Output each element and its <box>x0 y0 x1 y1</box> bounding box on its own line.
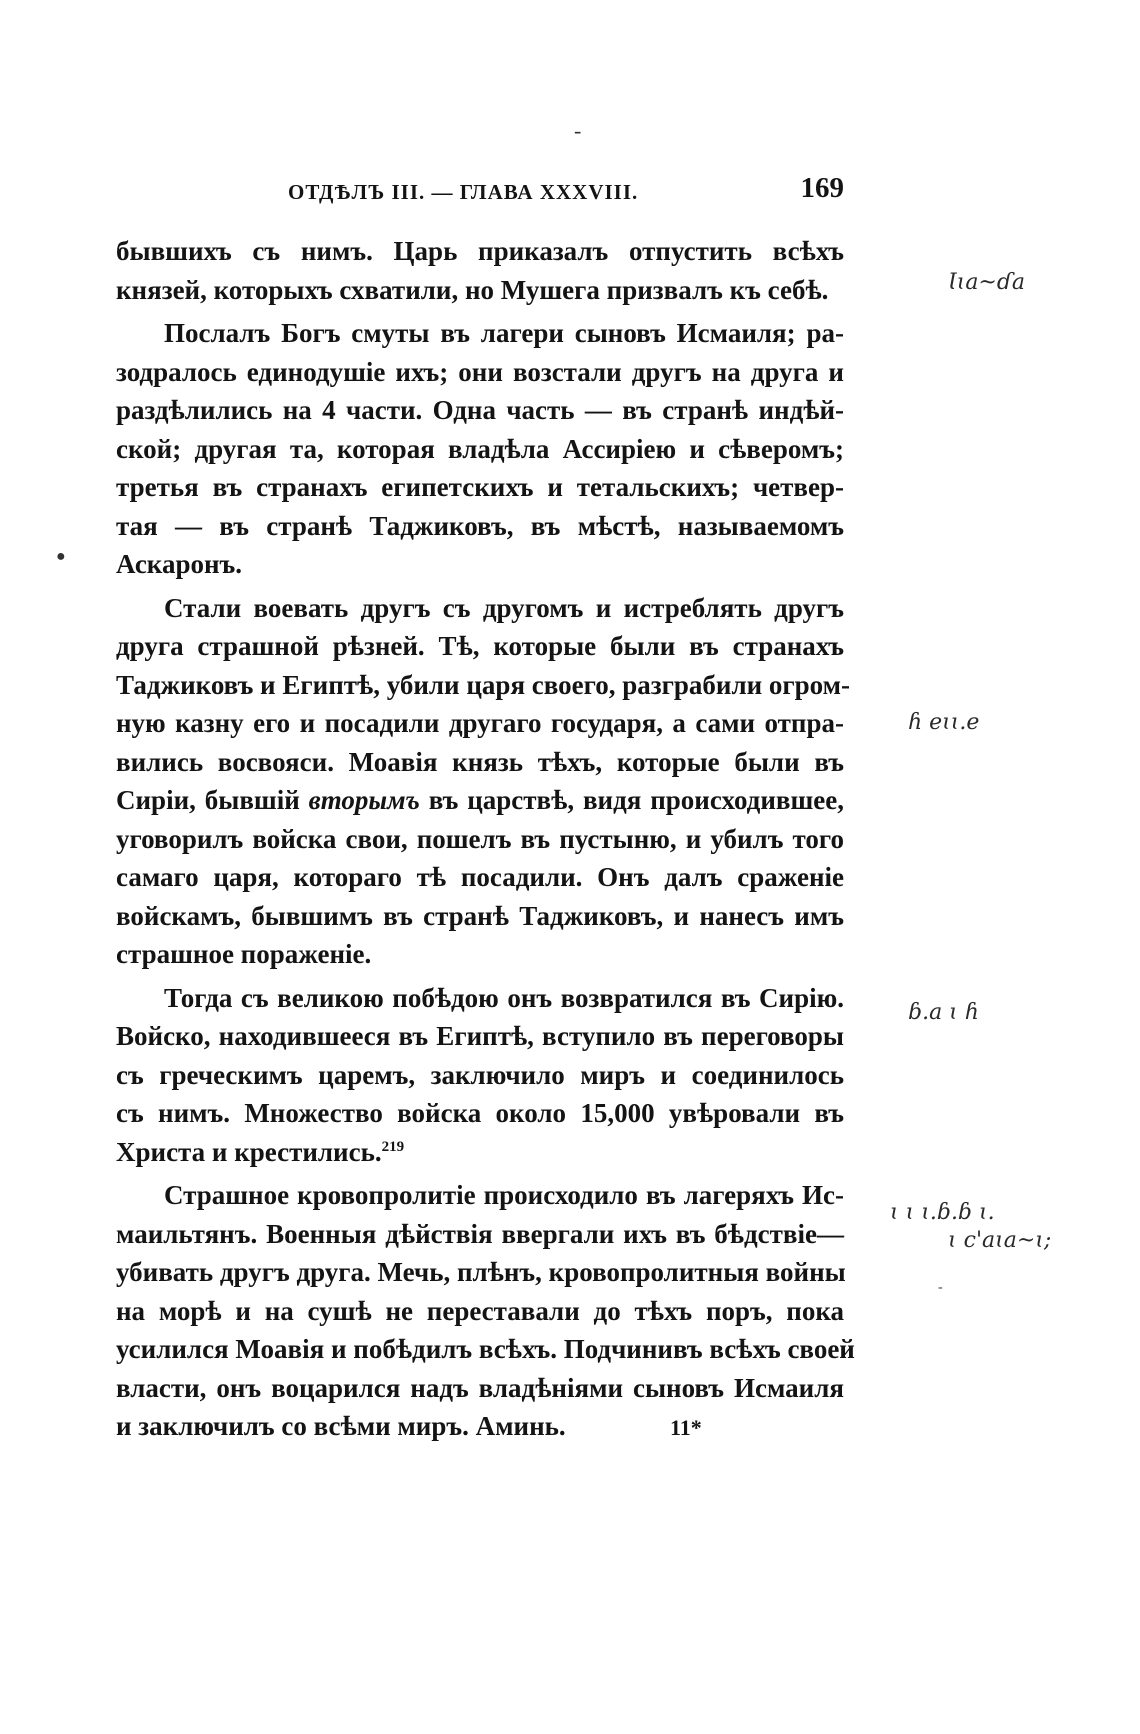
text-line: убивать другъ друга. Мечь, плѣнъ, кровопролитныя войны <box>116 1257 846 1287</box>
text-line: и заключилъ со всѣми миръ. Аминь. <box>116 1411 566 1441</box>
paragraph-2 <box>116 314 844 584</box>
text-line: тая — въ странѣ Таджиковъ, въ мѣстѣ, называемомъ <box>116 510 844 541</box>
text-line-with-emphasis <box>116 781 844 820</box>
text-line: страшное пораженіе. <box>116 939 372 969</box>
text-line: уговорилъ войска свои, пошелъ въ пустыню, и убилъ того <box>116 823 844 854</box>
signature-mark: 11* <box>670 1415 702 1440</box>
page-header <box>118 172 844 212</box>
margin-note-4a: ɩ ɩ ɩ.ɓ.ɓ ɩ. <box>890 1200 995 1225</box>
emphasis-word: вторымъ <box>308 785 420 815</box>
text-line: третья въ странахъ египетскихъ и тетальскихъ; четвер- <box>116 472 844 502</box>
text-line: ную казну его и посадили другаго государя, а сами отпра- <box>116 708 844 738</box>
text-line: Тогда съ великою побѣдою онъ возвратился въ Сирію. <box>164 982 844 1013</box>
text-line: раздѣлились на 4 части. Одна часть — въ странѣ индѣй- <box>116 395 844 425</box>
text-line: зодралось единодушіе ихъ; они возстали другъ на друга и <box>116 356 844 387</box>
text-line: маильтянъ. Военныя дѣйствія ввергали ихъ въ бѣдствіе— <box>116 1218 844 1249</box>
stray-mark: - <box>574 118 582 143</box>
text-line: съ греческимъ царемъ, заключило миръ и соединилось <box>116 1059 844 1090</box>
margin-note-3: ɓ.a ɩ ɦ <box>908 1000 979 1025</box>
text-line: съ нимъ. Множество войска около 15,000 увѣровали въ <box>116 1098 844 1128</box>
paragraph-4 <box>116 979 844 1172</box>
paragraph-3 <box>116 589 851 974</box>
page-number: 169 <box>800 172 844 204</box>
text-line: Аскаронъ. <box>116 549 243 579</box>
line-part: въ царствѣ, видя происходившее, <box>419 785 844 815</box>
stray-mark: - <box>938 1280 943 1295</box>
text-line: князей, которыхъ схватили, но Мушега призвалъ къ себѣ. <box>116 274 829 305</box>
text-line: власти, онъ воцарился надъ владѣніями сыновъ Исмаиля <box>116 1372 844 1403</box>
text-line: вились восвояси. Моавія князь тѣхъ, которые были въ <box>116 746 844 777</box>
body-text <box>116 232 855 1451</box>
paragraph-5 <box>116 1176 855 1446</box>
text-line: Стали воевать другъ съ другомъ и истреблять другъ <box>164 592 844 623</box>
text-line: войскамъ, бывшимъ въ странѣ Таджиковъ, и нанесъ имъ <box>116 900 844 931</box>
text-line: Войско, находившееся въ Египтѣ, вступило въ переговоры <box>116 1021 844 1051</box>
paragraph-1 <box>116 232 844 309</box>
text-line: самаго царя, котораго тѣ посадили. Онъ далъ сраженіе <box>116 862 844 892</box>
text-line: бывшихъ съ нимъ. Царь приказалъ отпустить всѣхъ <box>116 236 844 266</box>
text-line: ской; другая та, которая владѣла Ассиріею и сѣверомъ; <box>116 433 844 464</box>
footnote-ref: 219 <box>381 1138 405 1155</box>
text-line: друга страшной рѣзней. Тѣ, которые были въ странахъ <box>116 631 844 661</box>
text-line: Таджиковъ и Египтѣ, убили царя своего, разграбили огром- <box>116 669 851 700</box>
text-line: Послалъ Богъ смуты въ лагери сыновъ Исмаиля; ра- <box>164 318 844 348</box>
text-line: Страшное кровопролитіе происходило въ лагеряхъ Ис- <box>164 1180 844 1210</box>
text-line-with-footnote <box>116 1133 844 1172</box>
stray-dot-mark: ● <box>56 548 66 565</box>
line-part: Христа и крестились. <box>116 1136 382 1167</box>
text-line: усилился Моавія и побѣдилъ всѣхъ. Подчинивъ всѣхъ своей <box>116 1334 855 1364</box>
margin-note-1: Ɩɩa~ɗa <box>948 270 1025 295</box>
margin-note-2: ɦ eɩɩ.e <box>908 710 980 735</box>
margin-note-4b: ɩ c'aɩa~ɩ; <box>948 1228 1052 1253</box>
text-line: на морѣ и на сушѣ не переставали до тѣхъ поръ, пока <box>116 1295 844 1326</box>
running-head: ОТДѢЛЪ III. — ГЛАВА XXXVIII. <box>288 180 639 204</box>
line-part: Сиріи, бывшій <box>116 785 309 815</box>
